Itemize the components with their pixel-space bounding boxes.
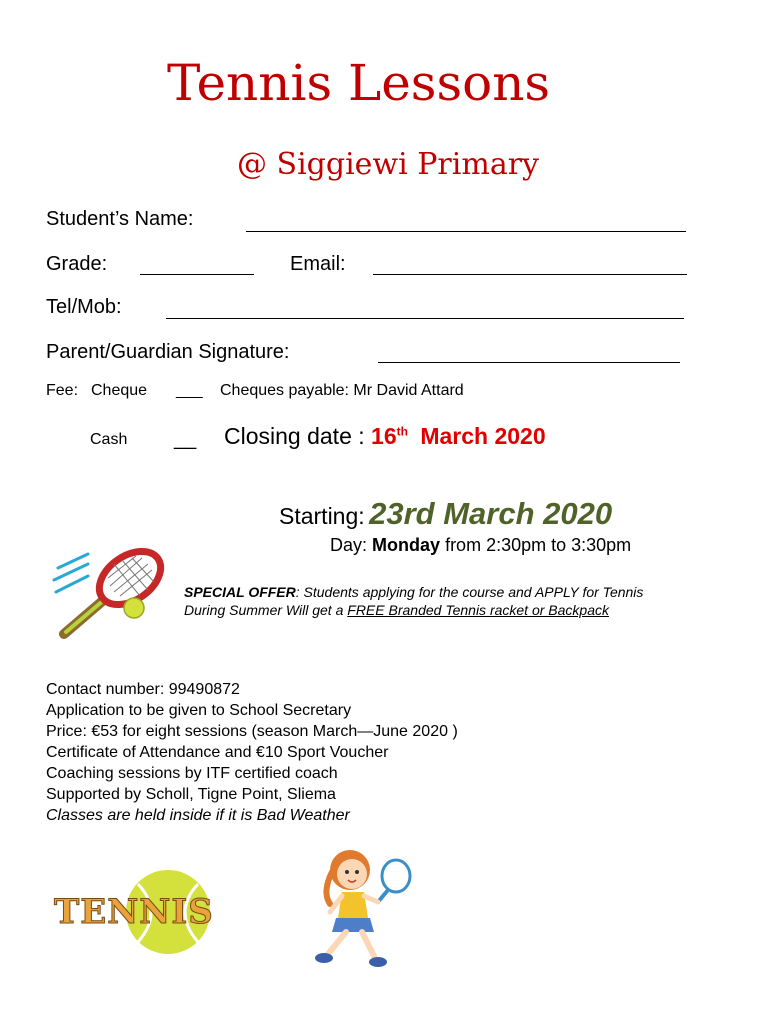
special-offer-free: FREE Branded Tennis racket or Backpack [347,602,609,618]
classes-note: Classes are held inside if it is Bad Weather [46,807,350,824]
tennis-logo-text: TENNIS [54,892,214,932]
tennis-logo [54,870,214,960]
closing-date [224,423,546,450]
student-name-label: Student’s Name: [46,208,194,230]
email-field[interactable] [373,274,687,275]
starting-label: Starting: [279,503,365,529]
supported-note: Supported by Scholl, Tigne Point, Sliema [46,786,336,803]
info-block [46,679,458,826]
special-offer-text1: : Students applying for the course and APPLY for Tennis [295,584,644,600]
tel-label: Tel/Mob: [46,296,122,318]
cash-blank[interactable]: __ [174,428,197,450]
page-title: Tennis Lessons [167,54,551,112]
day-label: Day: [330,535,368,555]
tel-field[interactable] [166,318,684,319]
starting-line [279,496,612,532]
certificate-note: Certificate of Attendance and €10 Sport Voucher [46,744,389,761]
cheque-label: Cheque [91,382,148,399]
signature-label: Parent/Guardian Signature: [46,341,290,363]
cheque-blank[interactable]: ___ [176,382,203,399]
application-note: Application to be given to School Secretary [46,702,352,719]
closing-date-day: 16 [371,423,397,449]
starting-date: 23rd March 2020 [369,496,613,531]
girl-tennis-player-icon [308,842,418,972]
contact-number: Contact number: 99490872 [46,681,240,698]
grade-label: Grade: [46,253,108,275]
signature-field[interactable] [378,362,680,363]
closing-date-label: Closing date : [224,423,365,449]
day-value: Monday [372,535,441,555]
tennis-racket-icon [44,546,174,646]
closing-date-sup: th [396,424,408,439]
page-subtitle: @ Siggiewi Primary [237,147,539,182]
closing-date-month: March 2020 [420,423,546,449]
special-offer-text2: During Summer Will get a [184,602,348,618]
grade-field[interactable] [140,274,254,275]
day-time: from 2:30pm to 3:30pm [445,535,632,555]
day-line [330,535,631,556]
email-label: Email: [290,253,346,275]
special-offer-title: SPECIAL OFFER [184,584,296,600]
fee-label: Fee: [46,382,79,399]
special-offer [184,583,643,619]
student-name-field[interactable] [246,231,686,232]
cheques-payable: Cheques payable: Mr David Attard [220,382,464,399]
coaching-note: Coaching sessions by ITF certified coach [46,765,338,782]
cash-label: Cash [90,431,128,448]
price-note: Price: €53 for eight sessions (season March—June 2020 ) [46,723,458,740]
